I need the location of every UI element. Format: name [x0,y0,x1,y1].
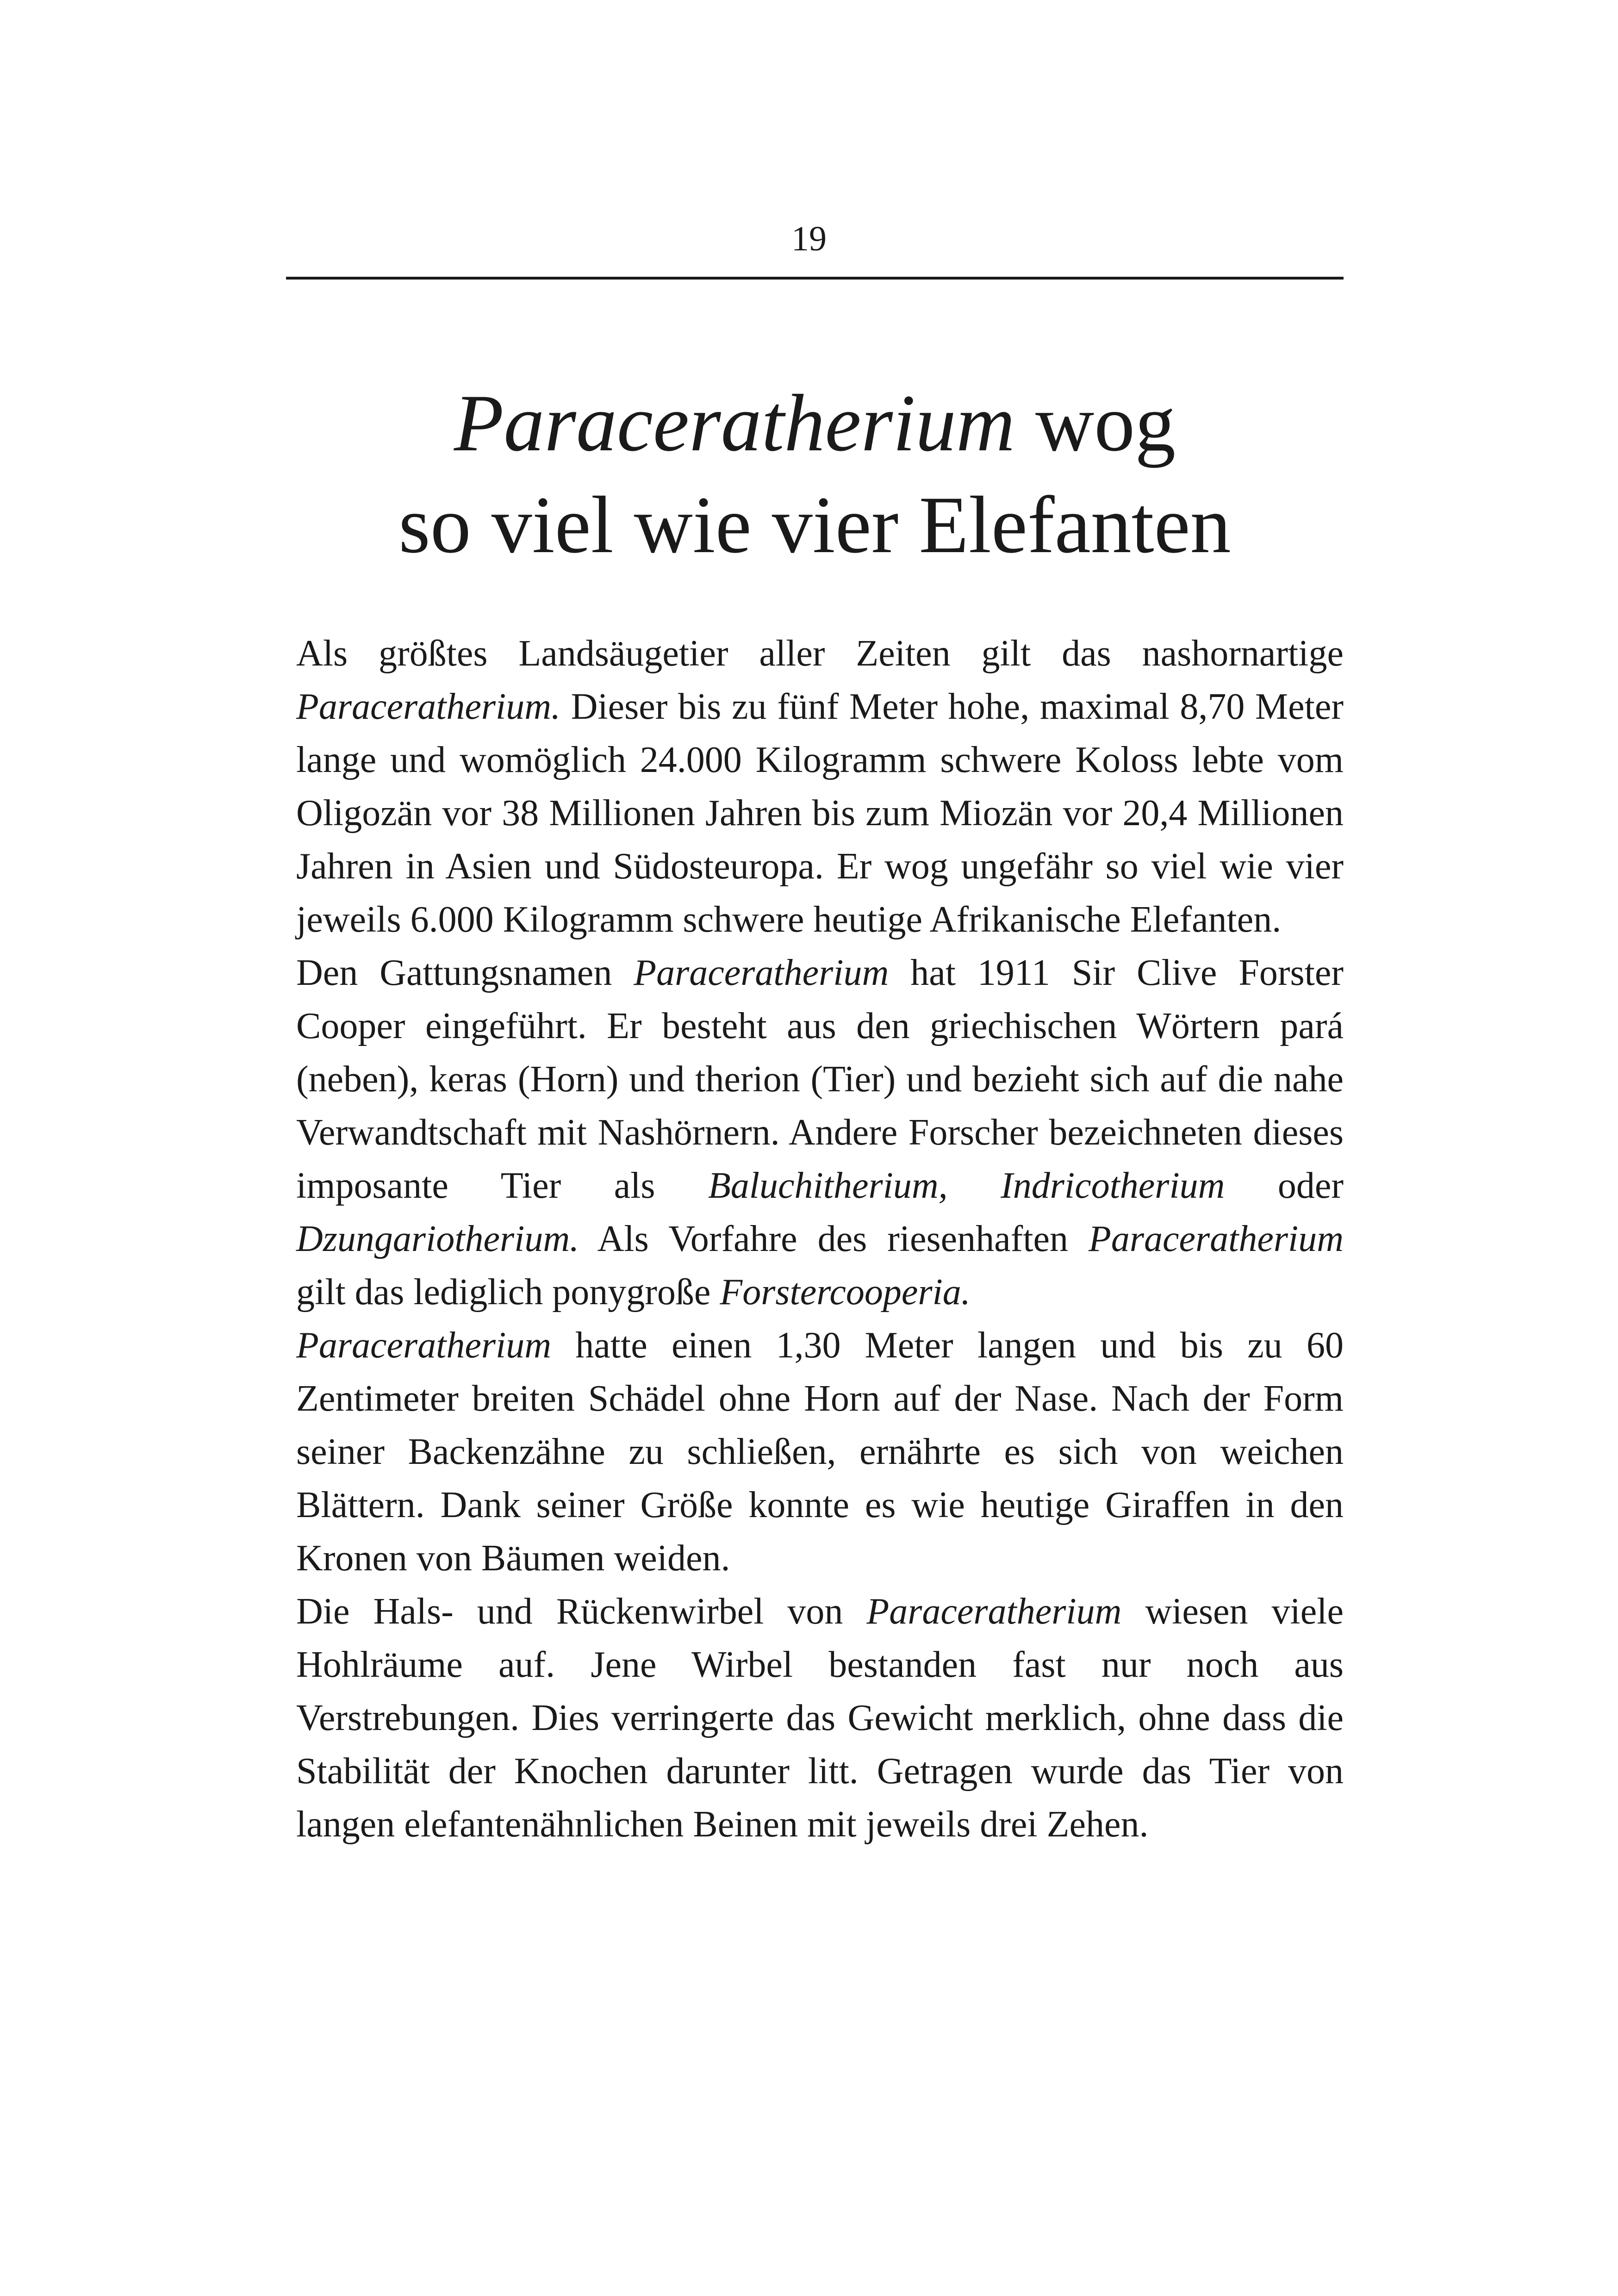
text-run: hat 1911 Sir Clive Forster Cooper eingeführt. Er besteht aus den griechischen Wörtern pará (neben), keras (Horn) und therion (Tier) und bezieht sich auf die nahe Verwandtschaft mit Nashörnern. Andere Forscher bezeichneten dieses imposante Tier als [296,952,1344,1206]
italic-term: Dzungariotherium. [296,1219,579,1259]
page-number: 19 [791,219,827,258]
chapter-title-line-2: so viel wie vier Elefanten [398,480,1231,570]
paragraph [296,946,1344,1319]
paragraph [296,1319,1344,1585]
text-run: hatte einen 1,30 Meter langen und bis zu 60 Zentimeter breiten Schädel ohne Horn auf der Nase. Nach der Form seiner Backenzähne zu schließen, ernährte es sich von weichen Blättern. Dank seiner Größe konnte es wie heutige Giraffen in den Kronen von Bäumen weiden. [296,1325,1344,1579]
italic-term: Paraceratherium [634,952,889,993]
body-text [296,627,1344,1851]
chapter-title-line-1-rest: wog [1015,378,1176,468]
paragraph [296,627,1344,946]
italic-term: Forstercooperia. [720,1272,971,1313]
italic-term: Paraceratherium [296,1325,552,1366]
text-run [948,1165,1001,1206]
text-run: oder [1225,1165,1344,1206]
text-run: Dieser bis zu fünf Meter hohe, maximal 8,70 Meter lange und womöglich 24.000 Kilogramm schwere Koloss lebte vom Oligozän vor 38 Millionen Jahren bis zum Miozän vor 20,4 Millionen Jahren in Asien und Südosteuropa. Er wog ungefähr so viel wie vier jeweils 6.000 Kilogramm schwere heutige Afrikanische Elefanten. [296,686,1344,940]
italic-term: Paraceratherium [1088,1219,1344,1259]
chapter-title-line-1 [286,373,1344,474]
text-run: wiesen viele Hohlräume auf. Jene Wirbel bestanden fast nur noch aus Verstrebungen. Dies verringerte das Gewicht merklich, ohne dass die Stabilität der Knochen darunter litt. Getragen wurde das Tier von langen elefantenähnlichen Beinen mit jeweils drei Zehen. [296,1591,1344,1845]
italic-term: Paraceratherium. [296,686,561,727]
chapter-title-genus: Paraceratherium [454,378,1015,468]
text-run: Als Vorfahre des riesenhaften [579,1219,1089,1259]
italic-term: Indricotherium [1001,1165,1225,1206]
text-run: Als größtes Landsäugetier aller Zeiten gilt das nashornartige [296,633,1344,674]
italic-term: Baluchitherium, [708,1165,948,1206]
paragraph [296,1585,1344,1851]
text-run: Den Gattungsnamen [296,952,634,993]
text-run: gilt das lediglich ponygroße [296,1272,720,1313]
italic-term: Paraceratherium [866,1591,1122,1632]
header-rule [286,277,1344,280]
chapter-title [286,373,1344,576]
text-run: Die Hals- und Rückenwirbel von [296,1591,867,1632]
